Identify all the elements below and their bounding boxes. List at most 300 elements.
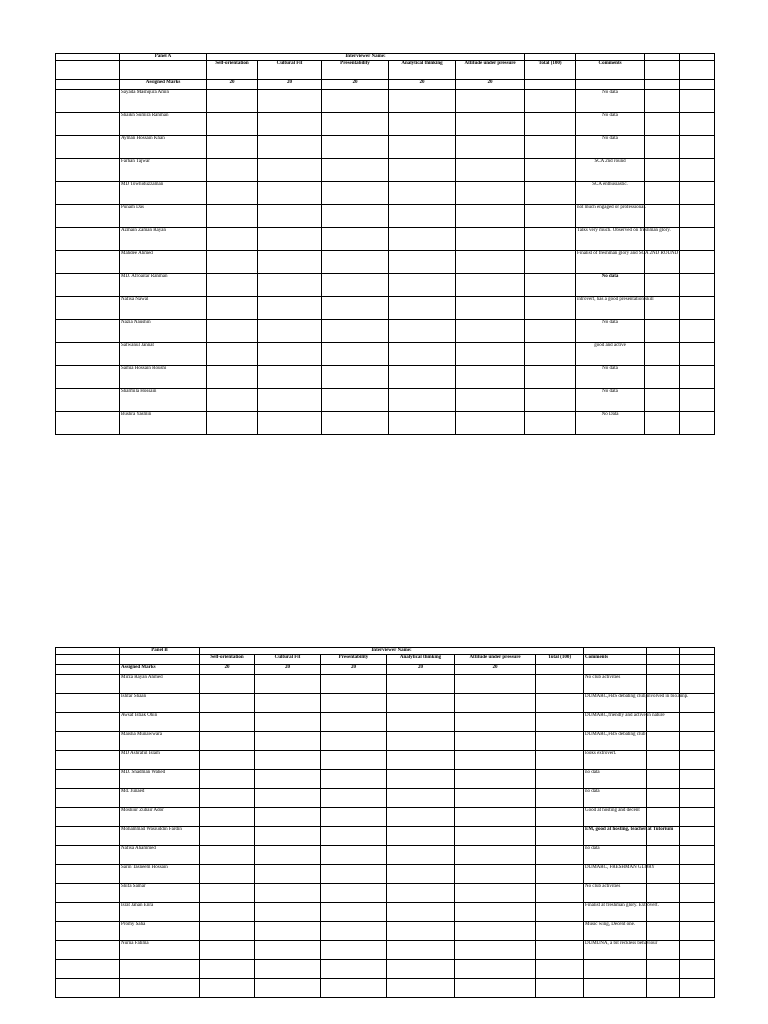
blank-cell xyxy=(576,80,645,90)
score-cell xyxy=(389,90,456,113)
score-cell xyxy=(536,789,584,808)
assigned-marks-label: Assigned Marks xyxy=(120,80,207,90)
score-cell xyxy=(255,770,321,789)
score-cell xyxy=(536,732,584,751)
table-row xyxy=(56,922,715,941)
score-cell xyxy=(56,903,120,922)
blank-cell xyxy=(645,80,680,90)
score-cell xyxy=(56,808,120,827)
score-cell xyxy=(321,808,387,827)
score-cell xyxy=(258,366,322,389)
score-cell xyxy=(647,770,680,789)
blank-cell xyxy=(56,665,120,675)
candidate-name xyxy=(120,960,200,979)
table-row xyxy=(56,808,715,827)
score-cell xyxy=(456,320,525,343)
table-row xyxy=(56,320,715,343)
score-cell xyxy=(321,922,387,941)
table-row xyxy=(56,713,715,732)
candidate-comment: No club activities xyxy=(584,884,647,903)
score-cell xyxy=(647,675,680,694)
score-cell xyxy=(455,732,536,751)
blank-cell xyxy=(56,648,120,655)
candidate-comment: Music wing, Decent one. xyxy=(584,922,647,941)
candidate-comment: Talks very much. Observed on freshman glory. xyxy=(576,228,645,251)
score-cell xyxy=(389,251,456,274)
score-cell xyxy=(207,274,258,297)
candidate-name: Nafisa Ahammed xyxy=(120,846,200,865)
candidate-comment xyxy=(584,979,647,998)
score-cell xyxy=(536,770,584,789)
table-row xyxy=(56,903,715,922)
score-cell xyxy=(207,320,258,343)
table-row xyxy=(56,751,715,770)
score-cell xyxy=(645,90,680,113)
score-cell xyxy=(525,343,576,366)
score-cell xyxy=(525,251,576,274)
score-cell xyxy=(258,412,322,435)
score-cell xyxy=(680,960,715,979)
score-cell xyxy=(680,732,715,751)
blank-cell xyxy=(56,61,120,80)
score-cell xyxy=(525,90,576,113)
score-cell xyxy=(525,113,576,136)
score-cell xyxy=(389,136,456,159)
candidate-comment: No data xyxy=(576,389,645,412)
score-cell xyxy=(56,159,120,182)
score-cell xyxy=(258,343,322,366)
score-cell xyxy=(455,903,536,922)
blank-cell xyxy=(120,655,200,665)
candidate-comment: No data xyxy=(576,366,645,389)
score-cell xyxy=(455,960,536,979)
candidate-name: Mahdee Ahmed xyxy=(120,251,207,274)
score-cell xyxy=(525,182,576,205)
table-row xyxy=(56,343,715,366)
score-cell xyxy=(258,182,322,205)
score-cell xyxy=(389,366,456,389)
blank-cell xyxy=(680,665,715,675)
score-cell xyxy=(387,732,455,751)
score-cell xyxy=(56,979,120,998)
blank-cell xyxy=(584,665,647,675)
table-row xyxy=(56,113,715,136)
score-cell xyxy=(455,827,536,846)
score-cell xyxy=(536,960,584,979)
candidate-name: Moshiur Zubair Ador xyxy=(120,808,200,827)
score-cell xyxy=(321,789,387,808)
score-cell xyxy=(322,389,389,412)
score-cell xyxy=(455,865,536,884)
score-cell xyxy=(200,675,255,694)
score-cell xyxy=(321,751,387,770)
score-cell xyxy=(680,713,715,732)
score-cell xyxy=(322,90,389,113)
score-cell xyxy=(387,694,455,713)
table-row xyxy=(56,366,715,389)
score-cell xyxy=(200,770,255,789)
score-cell xyxy=(387,713,455,732)
score-cell xyxy=(680,228,715,251)
blank-cell xyxy=(645,54,680,61)
score-cell xyxy=(680,846,715,865)
score-cell xyxy=(456,412,525,435)
candidate-comment: No data xyxy=(576,90,645,113)
score-cell xyxy=(387,770,455,789)
score-cell xyxy=(680,675,715,694)
score-cell xyxy=(321,827,387,846)
score-cell xyxy=(56,865,120,884)
score-cell xyxy=(456,343,525,366)
candidate-name: Shaikh Sumira Rahman xyxy=(120,113,207,136)
candidate-comment: EM, good at hosting, teacher at Tutorium xyxy=(584,827,647,846)
score-cell xyxy=(645,205,680,228)
score-cell xyxy=(389,389,456,412)
candidate-name: Nurna Fatima xyxy=(120,941,200,960)
score-cell xyxy=(389,412,456,435)
candidate-name: Maisha Munawwara xyxy=(120,732,200,751)
criteria-header: Analytical thinking xyxy=(389,61,456,80)
score-cell xyxy=(387,903,455,922)
score-cell xyxy=(255,732,321,751)
criteria-header: Attitude under pressure xyxy=(455,655,536,665)
score-cell xyxy=(387,846,455,865)
score-cell xyxy=(255,827,321,846)
assigned-mark: 20 xyxy=(389,80,456,90)
total-header: Total (100) xyxy=(536,655,584,665)
score-cell xyxy=(387,675,455,694)
score-cell xyxy=(680,827,715,846)
score-cell xyxy=(56,941,120,960)
score-cell xyxy=(56,789,120,808)
score-cell xyxy=(322,251,389,274)
score-cell xyxy=(525,136,576,159)
score-cell xyxy=(56,90,120,113)
candidate-comment: DUMUNA, a bit reckless behaviour xyxy=(584,941,647,960)
score-cell xyxy=(645,366,680,389)
score-cell xyxy=(200,732,255,751)
score-cell xyxy=(647,960,680,979)
assigned-mark: 20 xyxy=(258,80,322,90)
score-cell xyxy=(387,941,455,960)
candidate-name: Israt Jahan Enra xyxy=(120,903,200,922)
score-cell xyxy=(258,90,322,113)
score-cell xyxy=(207,412,258,435)
score-cell xyxy=(456,389,525,412)
score-cell xyxy=(389,182,456,205)
score-cell xyxy=(255,846,321,865)
score-cell xyxy=(322,205,389,228)
score-cell xyxy=(647,884,680,903)
criteria-header: Attitude under pressure xyxy=(456,61,525,80)
score-cell xyxy=(456,366,525,389)
table-row xyxy=(56,732,715,751)
score-cell xyxy=(389,205,456,228)
score-cell xyxy=(536,846,584,865)
score-cell xyxy=(455,789,536,808)
score-cell xyxy=(56,113,120,136)
score-cell xyxy=(200,903,255,922)
assigned-mark: 20 xyxy=(321,665,387,675)
score-cell xyxy=(680,182,715,205)
score-cell xyxy=(321,846,387,865)
score-cell xyxy=(536,979,584,998)
blank-cell xyxy=(536,665,584,675)
candidate-name: Bushra Yasmin xyxy=(120,412,207,435)
score-cell xyxy=(56,412,120,435)
score-cell xyxy=(56,960,120,979)
score-cell xyxy=(56,675,120,694)
table-row xyxy=(56,846,715,865)
score-cell xyxy=(680,808,715,827)
score-cell xyxy=(525,159,576,182)
score-cell xyxy=(455,808,536,827)
score-cell xyxy=(56,827,120,846)
score-cell xyxy=(56,205,120,228)
score-cell xyxy=(200,808,255,827)
assigned-mark: 20 xyxy=(456,80,525,90)
score-cell xyxy=(647,732,680,751)
score-cell xyxy=(389,297,456,320)
score-cell xyxy=(255,751,321,770)
score-cell xyxy=(389,274,456,297)
score-cell xyxy=(536,827,584,846)
score-cell xyxy=(455,770,536,789)
criteria-header: Presentability xyxy=(321,655,387,665)
score-cell xyxy=(387,789,455,808)
score-cell xyxy=(456,274,525,297)
criteria-header: Analytical thinking xyxy=(387,655,455,665)
comments-header: Comments xyxy=(576,61,645,80)
candidate-comment: no data xyxy=(584,846,647,865)
score-cell xyxy=(56,732,120,751)
candidate-name: Mirza Rayan Ahmed xyxy=(120,675,200,694)
blank-cell xyxy=(525,54,576,61)
score-cell xyxy=(258,389,322,412)
score-cell xyxy=(322,228,389,251)
score-cell xyxy=(207,228,258,251)
score-cell xyxy=(455,751,536,770)
score-cell xyxy=(680,412,715,435)
table-row xyxy=(56,251,715,274)
table-row xyxy=(56,205,715,228)
candidate-name: Nazia Naushin xyxy=(120,320,207,343)
score-cell xyxy=(255,808,321,827)
candidate-comment: introvert, has a good presentation skill xyxy=(576,297,645,320)
table-row xyxy=(56,960,715,979)
score-cell xyxy=(680,770,715,789)
score-cell xyxy=(255,865,321,884)
score-cell xyxy=(56,770,120,789)
score-cell xyxy=(322,320,389,343)
score-cell xyxy=(56,694,120,713)
candidate-name: MD Ashraful Islam xyxy=(120,751,200,770)
score-cell xyxy=(258,297,322,320)
score-cell xyxy=(56,922,120,941)
score-cell xyxy=(647,789,680,808)
score-cell xyxy=(56,389,120,412)
score-cell xyxy=(207,343,258,366)
candidate-comment: No data xyxy=(576,136,645,159)
criteria-header: Cultural Fit xyxy=(255,655,321,665)
score-cell xyxy=(645,343,680,366)
score-cell xyxy=(680,979,715,998)
blank-cell xyxy=(680,80,715,90)
score-cell xyxy=(322,412,389,435)
candidate-comment: Finalist at freshman glory. Extrovert. xyxy=(584,903,647,922)
candidate-comment: SCA enthusiastic. xyxy=(576,182,645,205)
score-cell xyxy=(321,903,387,922)
blank-cell xyxy=(647,655,680,665)
score-cell xyxy=(387,960,455,979)
candidate-name xyxy=(120,979,200,998)
candidate-comment: No Data xyxy=(576,412,645,435)
score-cell xyxy=(455,941,536,960)
score-cell xyxy=(645,113,680,136)
candidate-name: MD. Shadman Wahed xyxy=(120,770,200,789)
score-cell xyxy=(680,922,715,941)
score-cell xyxy=(321,770,387,789)
score-cell xyxy=(455,979,536,998)
candidate-name: MD Towhiduzzaman xyxy=(120,182,207,205)
candidate-comment xyxy=(584,960,647,979)
score-cell xyxy=(258,159,322,182)
table-row xyxy=(56,159,715,182)
score-cell xyxy=(389,228,456,251)
score-cell xyxy=(255,675,321,694)
score-cell xyxy=(56,274,120,297)
panel-title: Panel A xyxy=(120,54,207,61)
blank-cell xyxy=(680,655,715,665)
panel-b-table xyxy=(55,647,715,998)
score-cell xyxy=(321,960,387,979)
candidate-name: Sarin Tasneem Hossain xyxy=(120,865,200,884)
score-cell xyxy=(200,960,255,979)
blank-cell xyxy=(525,80,576,90)
score-cell xyxy=(56,366,120,389)
score-cell xyxy=(647,846,680,865)
candidate-comment: good and active xyxy=(576,343,645,366)
score-cell xyxy=(322,113,389,136)
score-cell xyxy=(258,320,322,343)
score-cell xyxy=(680,297,715,320)
score-cell xyxy=(389,343,456,366)
score-cell xyxy=(200,979,255,998)
score-cell xyxy=(200,789,255,808)
score-cell xyxy=(207,136,258,159)
score-cell xyxy=(645,274,680,297)
score-cell xyxy=(680,865,715,884)
score-cell xyxy=(258,251,322,274)
table-row xyxy=(56,694,715,713)
candidate-comment: no data xyxy=(584,789,647,808)
score-cell xyxy=(321,694,387,713)
score-cell xyxy=(255,884,321,903)
table-row xyxy=(56,412,715,435)
score-cell xyxy=(200,694,255,713)
score-cell xyxy=(680,136,715,159)
table-row xyxy=(56,182,715,205)
score-cell xyxy=(525,205,576,228)
score-cell xyxy=(200,884,255,903)
candidate-comment: DUMARC, FRESHMAN GLORY xyxy=(584,865,647,884)
score-cell xyxy=(255,941,321,960)
assigned-marks-label: Assigned Marks xyxy=(120,665,200,675)
score-cell xyxy=(536,903,584,922)
table-row xyxy=(56,274,715,297)
assigned-mark: 20 xyxy=(322,80,389,90)
assigned-mark: 20 xyxy=(255,665,321,675)
score-cell xyxy=(389,159,456,182)
score-cell xyxy=(258,113,322,136)
score-cell xyxy=(56,251,120,274)
score-cell xyxy=(645,136,680,159)
score-cell xyxy=(680,159,715,182)
table-row xyxy=(56,297,715,320)
score-cell xyxy=(387,808,455,827)
score-cell xyxy=(680,789,715,808)
score-cell xyxy=(322,343,389,366)
candidate-name: Nafisa Nawal xyxy=(120,297,207,320)
table-row xyxy=(56,675,715,694)
score-cell xyxy=(647,808,680,827)
score-cell xyxy=(680,274,715,297)
candidate-name: Awsaf Istiak Ohin xyxy=(120,713,200,732)
score-cell xyxy=(56,136,120,159)
score-cell xyxy=(536,922,584,941)
score-cell xyxy=(56,182,120,205)
score-cell xyxy=(525,297,576,320)
candidate-comment: not much engaged or professional. xyxy=(576,205,645,228)
score-cell xyxy=(645,159,680,182)
candidate-name: Punam Das xyxy=(120,205,207,228)
score-cell xyxy=(255,713,321,732)
score-cell xyxy=(536,694,584,713)
score-cell xyxy=(680,903,715,922)
panel-a-table xyxy=(55,53,715,435)
score-cell xyxy=(455,884,536,903)
score-cell xyxy=(321,884,387,903)
candidate-name: Safwanul Jannat xyxy=(120,343,207,366)
score-cell xyxy=(680,205,715,228)
score-cell xyxy=(536,808,584,827)
score-cell xyxy=(680,751,715,770)
score-cell xyxy=(258,228,322,251)
table-row xyxy=(56,884,715,903)
score-cell xyxy=(321,675,387,694)
candidate-name: Ayman Hossain Khan xyxy=(120,136,207,159)
score-cell xyxy=(456,205,525,228)
score-cell xyxy=(647,751,680,770)
score-cell xyxy=(255,922,321,941)
score-cell xyxy=(389,113,456,136)
score-cell xyxy=(207,159,258,182)
total-header: Total (100) xyxy=(525,61,576,80)
score-cell xyxy=(536,941,584,960)
score-cell xyxy=(455,846,536,865)
assigned-mark: 20 xyxy=(200,665,255,675)
score-cell xyxy=(387,979,455,998)
score-cell xyxy=(321,941,387,960)
score-cell xyxy=(255,979,321,998)
table-row xyxy=(56,941,715,960)
score-cell xyxy=(455,713,536,732)
score-cell xyxy=(322,297,389,320)
table-row xyxy=(56,827,715,846)
score-cell xyxy=(56,846,120,865)
score-cell xyxy=(525,320,576,343)
score-cell xyxy=(647,922,680,941)
